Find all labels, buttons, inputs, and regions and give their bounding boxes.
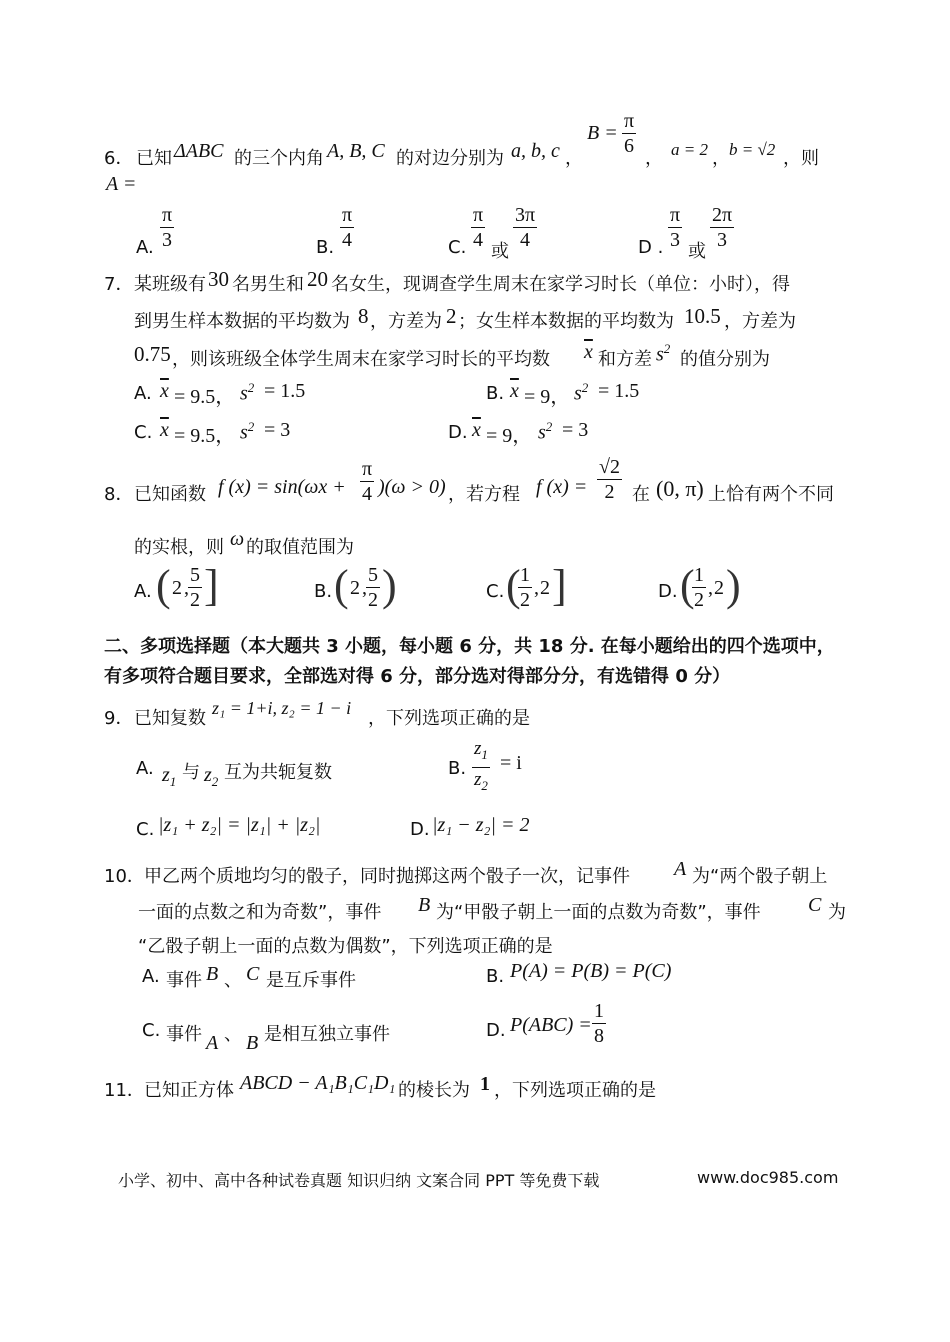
superscript: 2 [663, 341, 671, 356]
q9-text: 已知复数 [134, 708, 206, 729]
section-2-line-1: 二、多项选择题（本大题共 3 小题，每小题 6 分，共 18 分. 在每小题给出的四个选项中， [104, 636, 835, 657]
q6-angles: A, B, C [327, 140, 385, 162]
q7-value: 8 [358, 304, 369, 328]
q6-text: ，则 [783, 148, 819, 169]
q8-option-b-upper [366, 564, 380, 611]
s-symbol: s [240, 421, 248, 444]
q7-xbar: $\overline{x}$ [584, 341, 593, 363]
subscript: 1 [169, 774, 177, 789]
fraction-bar [366, 587, 380, 588]
q9-option-c-expr: |z₁ + z₂| = |z₁| + |z₂| [158, 814, 321, 836]
q7-text: 名女生，现调查学生周末在家学习时长（单位：小时），得 [331, 274, 790, 295]
q8-option-d-lower [692, 564, 706, 611]
q7-option-b-variance: = 1.5 [598, 380, 640, 402]
q8-text: 已知函数 [134, 484, 206, 505]
q6-option-d-or: 或 [688, 241, 706, 262]
denominator: 3 [162, 229, 173, 251]
q6-option-c-fraction-2 [513, 204, 537, 251]
q6-option-d-fraction-1 [668, 204, 682, 251]
superscript: 2 [581, 380, 589, 395]
q9-option-d-expr: |z₁ − z₂| = 2 [432, 814, 530, 836]
q10-text: 为“两个骰子朝上 [692, 866, 828, 887]
q8-option-b-open: ( [334, 561, 349, 610]
q7-option-c-xbar: $\overline{x}$ [160, 419, 169, 441]
q9-option-a-z2 [204, 764, 218, 790]
q9-option-b-label: B. [448, 758, 467, 779]
fraction-bar [513, 227, 537, 228]
fraction-bar [188, 587, 202, 588]
q10-text: 为“甲骰子朝上一面的点数为奇数”，事件 [436, 902, 761, 923]
q9-option-c-label: C. [136, 819, 155, 840]
q10-event-A: A [674, 858, 687, 880]
q8-text: 在 [632, 484, 650, 505]
q8-text: ，若方程 [448, 484, 520, 505]
q10-text: 为 [828, 902, 846, 923]
q6-text: 的三个内角 [234, 148, 324, 169]
q7-option-a-xbar: $\overline{x}$ [160, 380, 169, 402]
q7-text: ，方差为 [370, 311, 442, 332]
fraction-bar [472, 767, 490, 768]
q10-text: 一面的点数之和为奇数”，事件 [138, 902, 382, 923]
q7-option-a-variance: = 1.5 [264, 380, 306, 402]
q8-text: 的实根，则 [134, 537, 224, 558]
denominator: 2 [190, 589, 200, 611]
numerator: √2 [599, 456, 620, 478]
denominator: 3 [717, 229, 728, 251]
q8-option-c-lower [518, 564, 532, 611]
q11-text: 的棱长为 [398, 1080, 470, 1101]
q8-number: 8． [104, 484, 134, 505]
q8-option-a-lower: 2 [172, 577, 182, 599]
q9-option-b-eq: = i [500, 752, 522, 774]
q10-option-c-sep: 、 [224, 1024, 242, 1045]
q8-omega: ω [230, 528, 245, 550]
z-symbol: z [204, 764, 212, 786]
fraction-bar [471, 227, 485, 228]
denominator: 4 [342, 229, 353, 251]
q10-number: 10． [104, 866, 145, 887]
fraction-bar [710, 227, 734, 228]
denominator: 8 [594, 1025, 604, 1047]
fraction-bar [592, 1023, 606, 1024]
q7-text: 的值分别为 [680, 349, 770, 370]
q7-option-d-s [538, 419, 552, 445]
q8-option-a-label: A. [134, 581, 152, 602]
z-symbol: z [474, 768, 482, 790]
q8-option-d-close: ) [726, 561, 741, 610]
q9-option-b-fraction [472, 738, 490, 797]
q7-option-d-mean: = 9， [486, 425, 533, 447]
q8-option-b-comma: , [362, 577, 367, 599]
q9-definition: z₁ = 1+i, z₂ = 1 − i [212, 698, 352, 718]
q7-option-d-label: D. [448, 422, 468, 443]
q10-option-a-C: C [246, 963, 260, 985]
q6-option-d-fraction-2 [710, 204, 734, 251]
fraction-bar [622, 133, 636, 134]
q10-option-d-expr: P(ABC) = [510, 1014, 592, 1036]
q10-event-B: B [418, 894, 431, 916]
numerator: 5 [190, 564, 200, 586]
q8-option-c-close: ] [552, 561, 567, 610]
numerator: 2π [712, 204, 733, 226]
q7-option-c-label: C. [134, 422, 153, 443]
q8-pi-over-4 [360, 458, 374, 505]
subscript: 2 [481, 777, 488, 793]
q7-option-c-s [240, 419, 254, 445]
q10-option-c-A: A [206, 1032, 219, 1054]
denominator: 4 [473, 229, 484, 251]
q10-option-a-text: 是互斥事件 [266, 970, 356, 991]
q7-text: 名男生和 [232, 274, 304, 295]
q8-option-d-comma: , [708, 577, 713, 599]
superscript: 2 [247, 419, 255, 434]
q6-option-d-label: D . [638, 237, 664, 258]
q7-option-c-variance: = 3 [264, 419, 291, 441]
q6-option-c-label: C. [448, 237, 467, 258]
q6-option-b-fraction [340, 204, 354, 251]
subscript: 2 [211, 774, 219, 789]
q9-option-a-z1 [162, 764, 176, 790]
q7-option-d-xbar: $\overline{x}$ [472, 419, 481, 441]
q6-option-c-fraction-1 [471, 204, 485, 251]
denominator: 2 [694, 589, 704, 611]
q11-cube: ABCD − A₁B₁C₁D₁ [240, 1072, 396, 1094]
q7-option-b-mean: = 9， [524, 386, 571, 408]
q6-B-eq: B = [587, 122, 618, 144]
s-symbol: s [240, 382, 248, 405]
fraction-bar [518, 587, 532, 588]
q8-option-a-upper [188, 564, 202, 611]
fraction-bar [597, 479, 622, 480]
numerator: 5 [368, 564, 378, 586]
denominator: 6 [624, 135, 635, 157]
q6-sides: a, b, c [511, 140, 560, 162]
q7-text: 到男生样本数据的平均数为 [134, 311, 350, 332]
footer-url[interactable]: www.doc985.com [697, 1168, 839, 1187]
numerator [472, 738, 490, 766]
q7-option-c-mean: = 9.5， [174, 425, 236, 447]
q8-option-a-open: ( [156, 561, 171, 610]
q8-text: 的取值范围为 [246, 537, 354, 558]
q6-b-value: b = √2 [729, 140, 776, 159]
q6-triangle: ΔABC [174, 140, 224, 162]
q7-value: 0.75 [134, 342, 171, 366]
fraction-bar [160, 227, 174, 228]
q9-option-d-label: D. [410, 819, 430, 840]
s-symbol: s [656, 343, 664, 366]
denominator: 2 [368, 589, 378, 611]
q7-number: 7． [104, 274, 134, 295]
q11-text: ，下列选项正确的是 [494, 1080, 656, 1101]
q9-option-a-text: 互为共轭复数 [224, 762, 332, 783]
numerator: 3π [515, 204, 536, 226]
numerator: π [624, 110, 635, 132]
denominator [474, 769, 488, 797]
q10-text: “乙骰子朝上一面的点数为偶数”，下列选项正确的是 [138, 936, 553, 957]
q7-option-b-xbar: $\overline{x}$ [510, 380, 519, 402]
q8-sqrt2-over-2 [597, 456, 622, 503]
q9-option-a-with: 与 [182, 762, 200, 783]
numerator: π [342, 204, 353, 226]
q6-comma: ， [712, 148, 730, 169]
q8-option-b-close: ) [382, 561, 397, 610]
q8-equation: f (x) = [536, 476, 588, 498]
numerator: π [670, 204, 681, 226]
q8-text: 上恰有两个不同 [708, 484, 834, 505]
q7-option-a-mean: = 9.5， [174, 386, 236, 408]
q10-option-c-label: C. [142, 1020, 161, 1041]
q7-text: 某班级有 [134, 274, 206, 295]
q10-option-b-expr: P(A) = P(B) = P(C) [510, 960, 672, 982]
q7-text: ；女生样本数据的平均数为 [458, 311, 674, 332]
q6-comma: ， [645, 148, 663, 169]
q11-text: 已知正方体 [144, 1080, 234, 1101]
z-symbol: z [474, 738, 482, 759]
numerator: π [162, 204, 173, 226]
q9-number: 9． [104, 708, 134, 729]
q8-option-c-label: C. [486, 581, 505, 602]
q10-option-c-text: 是相互独立事件 [264, 1024, 390, 1045]
numerator: 1 [594, 1000, 604, 1022]
q10-option-b-label: B. [486, 966, 505, 987]
z-symbol: z [162, 764, 170, 786]
s-symbol: s [538, 421, 546, 444]
q7-option-b-label: B. [486, 383, 505, 404]
q10-option-c-B: B [246, 1032, 259, 1054]
q8-option-b-lower: 2 [350, 577, 360, 599]
q8-function: f (x) = sin(ωx + [218, 476, 346, 498]
q8-option-c-upper: 2 [540, 577, 550, 599]
numerator: π [362, 458, 373, 480]
q10-event-C: C [808, 894, 822, 916]
q7-text: ，方差为 [724, 311, 796, 332]
q11-length: 1 [480, 1073, 490, 1095]
q7-option-d-variance: = 3 [562, 419, 589, 441]
q10-option-a-label: A. [142, 966, 160, 987]
q10-option-c-text: 事件 [166, 1024, 202, 1045]
superscript: 2 [247, 380, 255, 395]
q7-value: 30 [208, 267, 229, 291]
q6-text: 的对边分别为 [396, 148, 504, 169]
q10-option-a-text: 事件 [166, 970, 202, 991]
q6-B-fraction [622, 110, 636, 157]
denominator: 3 [670, 229, 681, 251]
q6-option-a-label: A. [136, 237, 154, 258]
q10-text: 甲乙两个质地均匀的骰子，同时抛掷这两个骰子一次，记事件 [144, 866, 630, 887]
q7-s [656, 341, 670, 367]
numerator: 1 [520, 564, 530, 586]
numerator: π [473, 204, 484, 226]
q6-option-a-fraction [160, 204, 174, 251]
q10-option-d-fraction [592, 1000, 606, 1047]
fraction-bar [340, 227, 354, 228]
q7-option-a-label: A. [134, 383, 152, 404]
q6-option-c-or: 或 [491, 241, 509, 262]
q8-option-a-close: ] [204, 561, 219, 610]
footer-text: 小学、初中、高中各种试卷真题 知识归纳 文案合同 PPT 等免费下载 [118, 1171, 600, 1190]
q8-option-c-open: ( [506, 561, 521, 610]
q10-option-a-sep: 、 [224, 970, 242, 991]
q8-function-end: )(ω > 0) [378, 476, 446, 498]
q9-text: ，下列选项正确的是 [368, 708, 530, 729]
q11-number: 11． [104, 1080, 145, 1101]
q7-value: 2 [446, 304, 457, 328]
q6-comma: ， [565, 148, 583, 169]
q8-option-c-comma: , [534, 577, 539, 599]
fraction-bar [360, 481, 374, 482]
q8-option-d-open: ( [680, 561, 695, 610]
subscript: 1 [481, 746, 488, 762]
q7-value: 20 [307, 267, 328, 291]
fraction-bar [692, 587, 706, 588]
fraction-bar [668, 227, 682, 228]
denominator: 4 [520, 229, 531, 251]
q7-option-a-s [240, 380, 254, 406]
q8-option-d-label: D. [658, 581, 678, 602]
q10-option-d-label: D. [486, 1020, 506, 1041]
s-symbol: s [574, 382, 582, 405]
denominator: 4 [362, 483, 373, 505]
numerator: 1 [694, 564, 704, 586]
denominator: 2 [520, 589, 530, 611]
q8-option-b-label: B. [314, 581, 333, 602]
q9-option-a-label: A. [136, 758, 154, 779]
denominator: 2 [604, 481, 615, 503]
superscript: 2 [545, 419, 553, 434]
q7-text: 和方差 [598, 349, 652, 370]
q8-option-a-comma: , [184, 577, 189, 599]
q7-value: 10.5 [684, 304, 721, 328]
q6-number: 6． [104, 148, 134, 169]
q7-option-b-s [574, 380, 588, 406]
q6-text: 已知 [136, 148, 172, 169]
q6-option-b-label: B. [316, 237, 335, 258]
q10-option-a-B: B [206, 963, 219, 985]
q7-text: ，则该班级全体学生周末在家学习时长的平均数 [172, 349, 550, 370]
section-2-line-2: 有多项符合题目要求，全部选对得 6 分，部分选对得部分分，有选错得 0 分） [104, 666, 731, 687]
q6-A-eq: A = [106, 173, 137, 195]
q8-interval: (0, π) [656, 476, 704, 501]
q8-option-d-upper: 2 [714, 577, 724, 599]
q6-a-value: a = 2 [671, 140, 708, 159]
